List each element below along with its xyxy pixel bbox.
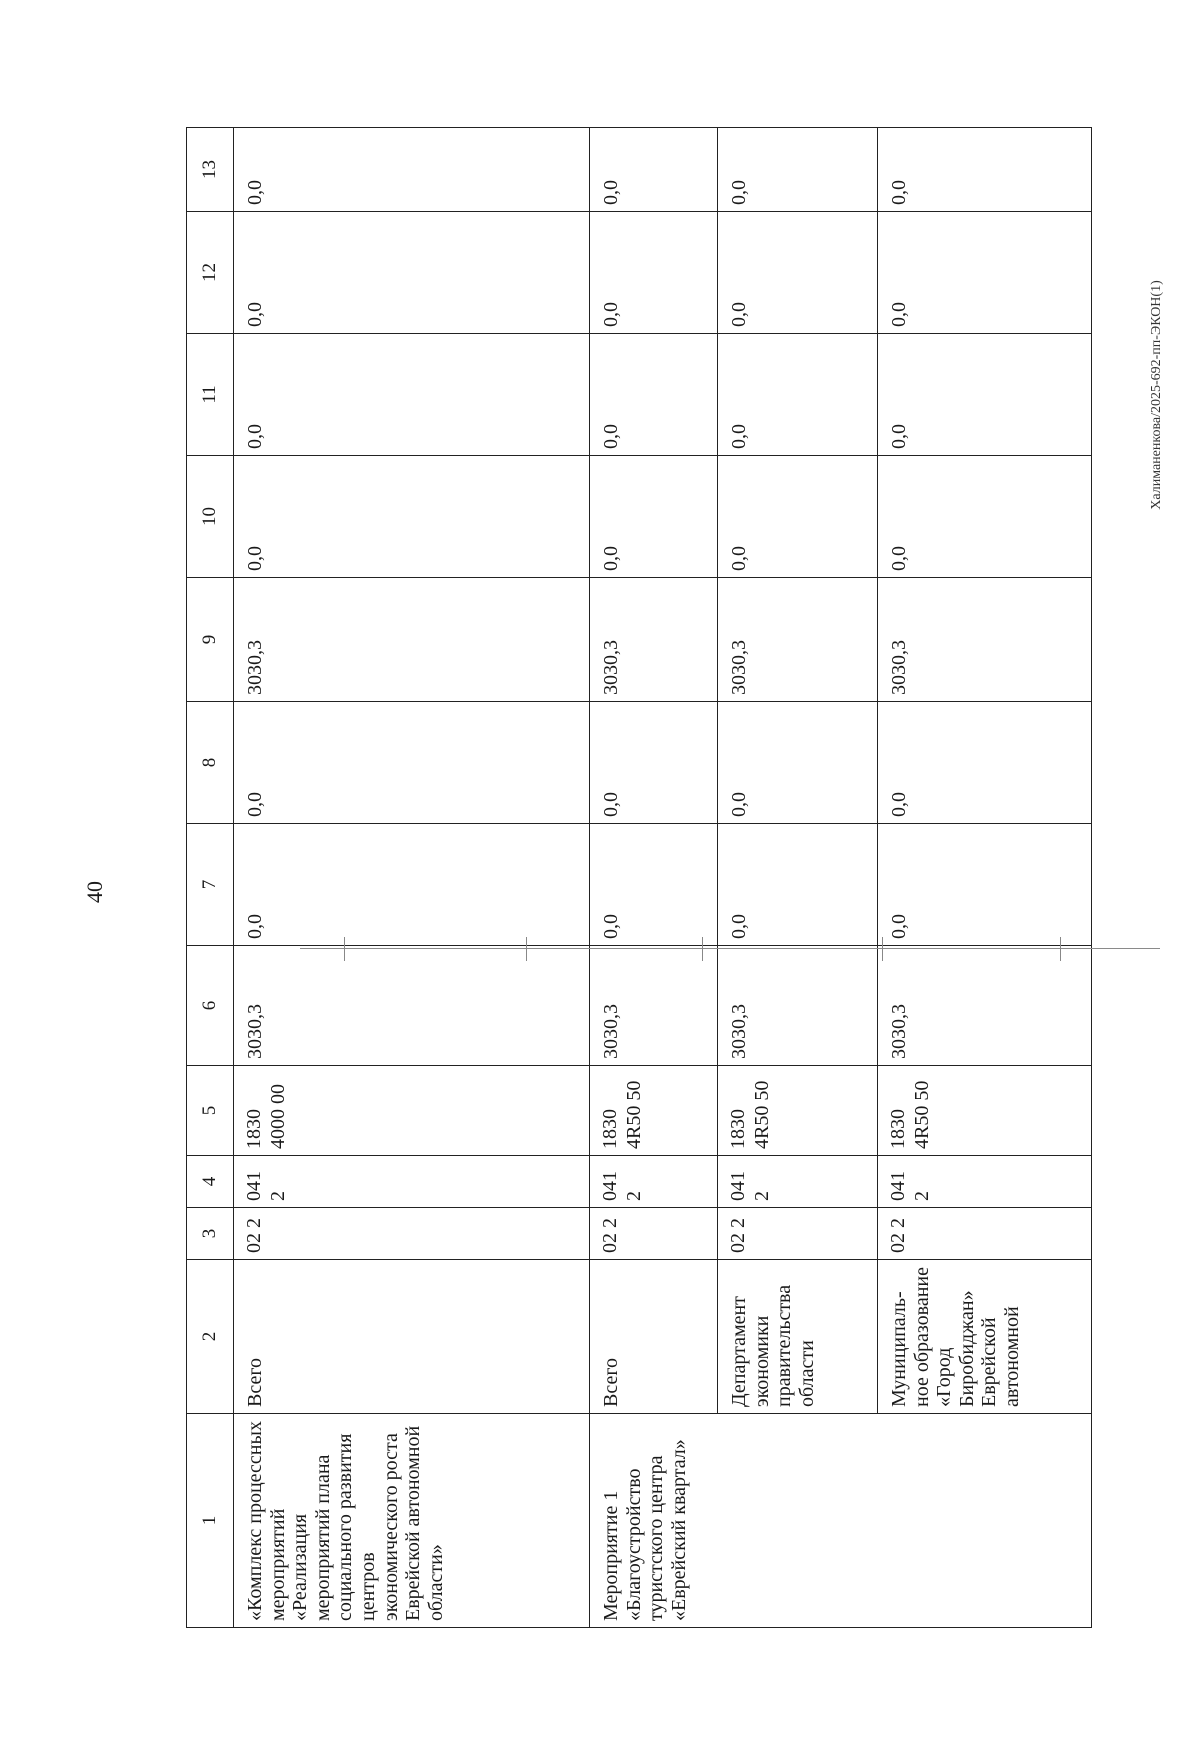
- value-cell: 0,0: [234, 128, 590, 212]
- value-cell: 0,0: [234, 702, 590, 824]
- continuation-tick: [344, 937, 345, 961]
- code-cell: 1830 4R50 50: [590, 1066, 718, 1156]
- column-number: 9: [187, 578, 234, 702]
- code-cell: 1830 4R50 50: [718, 1066, 878, 1156]
- column-number: 1: [187, 1414, 234, 1628]
- budget-table-rotated: [186, 128, 1090, 1628]
- value-cell: 0,0: [878, 212, 1092, 334]
- column-number: 5: [187, 1066, 234, 1156]
- code-cell: 041 2: [718, 1156, 878, 1208]
- value-cell: 0,0: [718, 824, 878, 946]
- value-cell: 0,0: [590, 128, 718, 212]
- code-cell: 02 2: [718, 1208, 878, 1260]
- code-cell: 1830 4000 00: [234, 1066, 590, 1156]
- value-cell: 0,0: [590, 824, 718, 946]
- continuation-tick: [526, 937, 527, 961]
- executor-cell: Департамент экономики правительства области: [718, 1260, 878, 1414]
- table-continuation-line: [300, 948, 1160, 969]
- value-cell: 0,0: [718, 702, 878, 824]
- continuation-tick: [1060, 937, 1061, 961]
- value-cell: 3030,3: [234, 946, 590, 1066]
- code-cell: 041 2: [234, 1156, 590, 1208]
- value-cell: 0,0: [234, 456, 590, 578]
- continuation-tick: [882, 937, 883, 961]
- code-cell: 02 2: [878, 1208, 1092, 1260]
- value-cell: 0,0: [234, 212, 590, 334]
- table-row: [718, 128, 878, 1628]
- column-number: 13: [187, 128, 234, 212]
- value-cell: 3030,3: [590, 946, 718, 1066]
- activity-title: «Комплекс процессных мероприятий «Реализация мероприятий плана социального развития центров экономического роста Еврейской автономной области»: [234, 1414, 590, 1628]
- value-cell: 0,0: [590, 456, 718, 578]
- column-number: 11: [187, 334, 234, 456]
- value-cell: 0,0: [590, 702, 718, 824]
- value-cell: 3030,3: [878, 578, 1092, 702]
- code-cell: 02 2: [234, 1208, 590, 1260]
- column-number: 10: [187, 456, 234, 578]
- value-cell: 3030,3: [718, 578, 878, 702]
- value-cell: 0,0: [590, 334, 718, 456]
- budget-table: [186, 127, 1092, 1628]
- value-cell: 0,0: [878, 702, 1092, 824]
- value-cell: 0,0: [718, 212, 878, 334]
- executor-cell: Муниципаль-ное образование «Город Биробиджан» Еврейской автономной: [878, 1260, 1092, 1414]
- value-cell: 0,0: [234, 334, 590, 456]
- value-cell: 0,0: [878, 824, 1092, 946]
- executor-cell: Всего: [234, 1260, 590, 1414]
- column-number-row: [187, 128, 234, 1628]
- table-row: [234, 128, 590, 1628]
- value-cell: 3030,3: [718, 946, 878, 1066]
- executor-cell: Всего: [590, 1260, 718, 1414]
- value-cell: 3030,3: [590, 578, 718, 702]
- value-cell: 0,0: [878, 128, 1092, 212]
- value-cell: 0,0: [718, 128, 878, 212]
- column-number: 12: [187, 212, 234, 334]
- value-cell: 0,0: [590, 212, 718, 334]
- table-row: [590, 128, 718, 1628]
- column-number: 2: [187, 1260, 234, 1414]
- code-cell: 041 2: [590, 1156, 718, 1208]
- column-number: 7: [187, 824, 234, 946]
- continuation-tick: [702, 937, 703, 961]
- value-cell: 0,0: [718, 456, 878, 578]
- table-row: [878, 128, 1092, 1628]
- file-stamp: Халиманенкова/2025-692-пп-ЭКОН(1): [1149, 280, 1164, 510]
- value-cell: 3030,3: [234, 578, 590, 702]
- value-cell: 0,0: [718, 334, 878, 456]
- value-cell: 3030,3: [878, 946, 1092, 1066]
- column-number: 4: [187, 1156, 234, 1208]
- column-number: 6: [187, 946, 234, 1066]
- page-number: 40: [82, 881, 107, 903]
- code-cell: 041 2: [878, 1156, 1092, 1208]
- code-cell: 02 2: [590, 1208, 718, 1260]
- column-number: 3: [187, 1208, 234, 1260]
- value-cell: 0,0: [878, 334, 1092, 456]
- value-cell: 0,0: [234, 824, 590, 946]
- column-number: 8: [187, 702, 234, 824]
- code-cell: 1830 4R50 50: [878, 1066, 1092, 1156]
- value-cell: 0,0: [878, 456, 1092, 578]
- activity-title: Мероприятие 1 «Благоустройство туристского центра «Еврейский квартал»: [590, 1414, 1092, 1628]
